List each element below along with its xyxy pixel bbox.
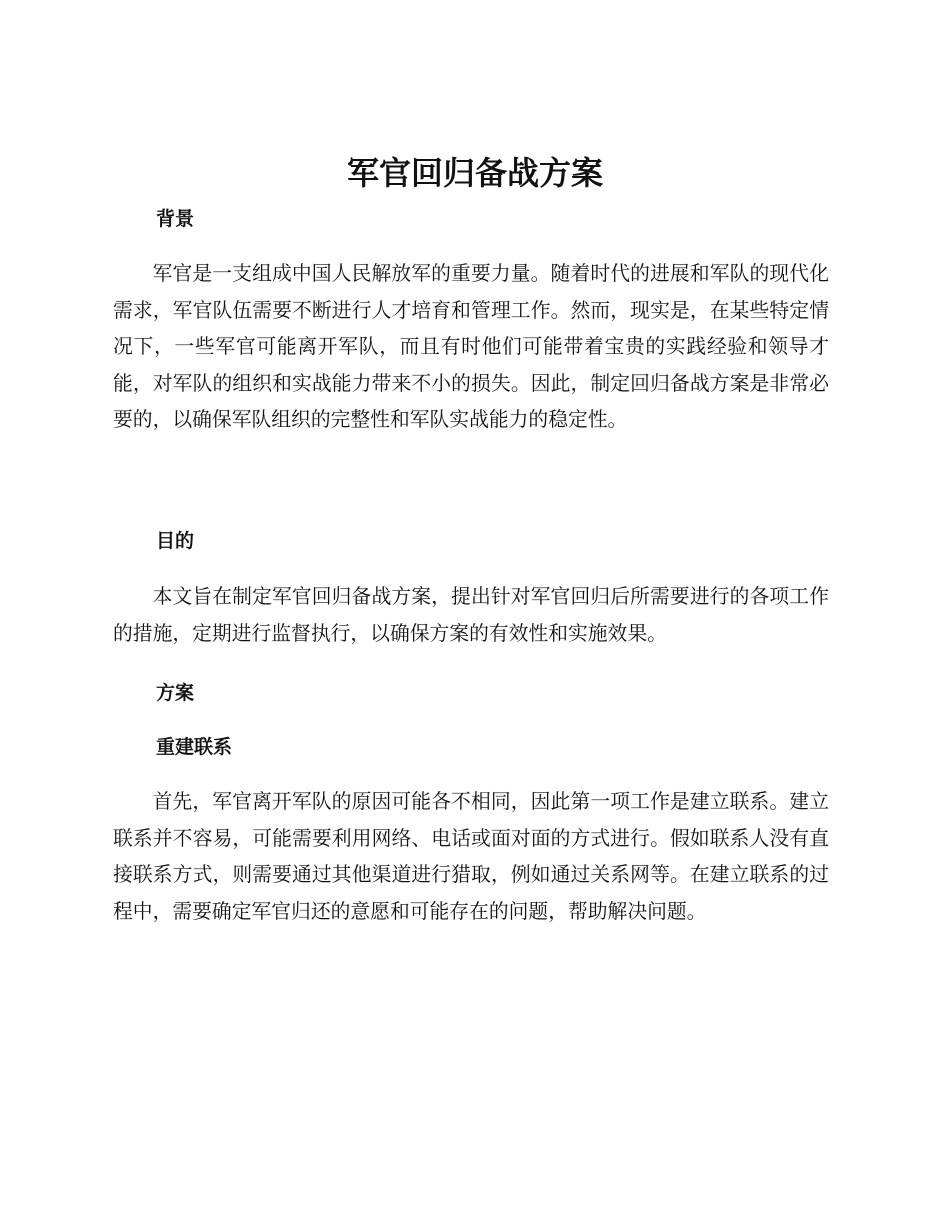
section-heading-background: 背景: [156, 208, 195, 230]
section-heading-purpose: 目的: [156, 530, 195, 552]
section-heading-reconnect: 重建联系: [156, 736, 233, 758]
section-paragraph-reconnect: 首先，军官离开军队的原因可能各不相同，因此第一项工作是建立联系。建立联系并不容易，可能需要利用网络、电话或面对面的方式进行。假如联系人没有直接联系方式，则需要通过其他渠道进行猎取，例如通过关系网等。在建立联系的过程中，需要确定军官归还的意愿和可能存在的问题，帮助解决问题。: [113, 790, 829, 923]
section-paragraph-background: 军官是一支组成中国人民解放军的重要力量。随着时代的进展和军队的现代化需求，军官队伍需要不断进行人才培育和管理工作。然而，现实是，在某些特定情况下，一些军官可能离开军队，而且有时他们可能带着宝贵的实践经验和领导才能，对军队的组织和实战能力带来不小的损失。因此，制定回归备战方案是非常必要的，以确保军队组织的完整性和军队实战能力的稳定性。: [113, 262, 829, 431]
section-paragraph-purpose: 本文旨在制定军官回归备战方案，提出针对军官回归后所需要进行的各项工作的措施，定期进行监督执行，以确保方案的有效性和实施效果。: [113, 585, 829, 645]
document-title: 军官回归备战方案: [346, 154, 603, 192]
section-heading-plan: 方案: [156, 682, 195, 704]
